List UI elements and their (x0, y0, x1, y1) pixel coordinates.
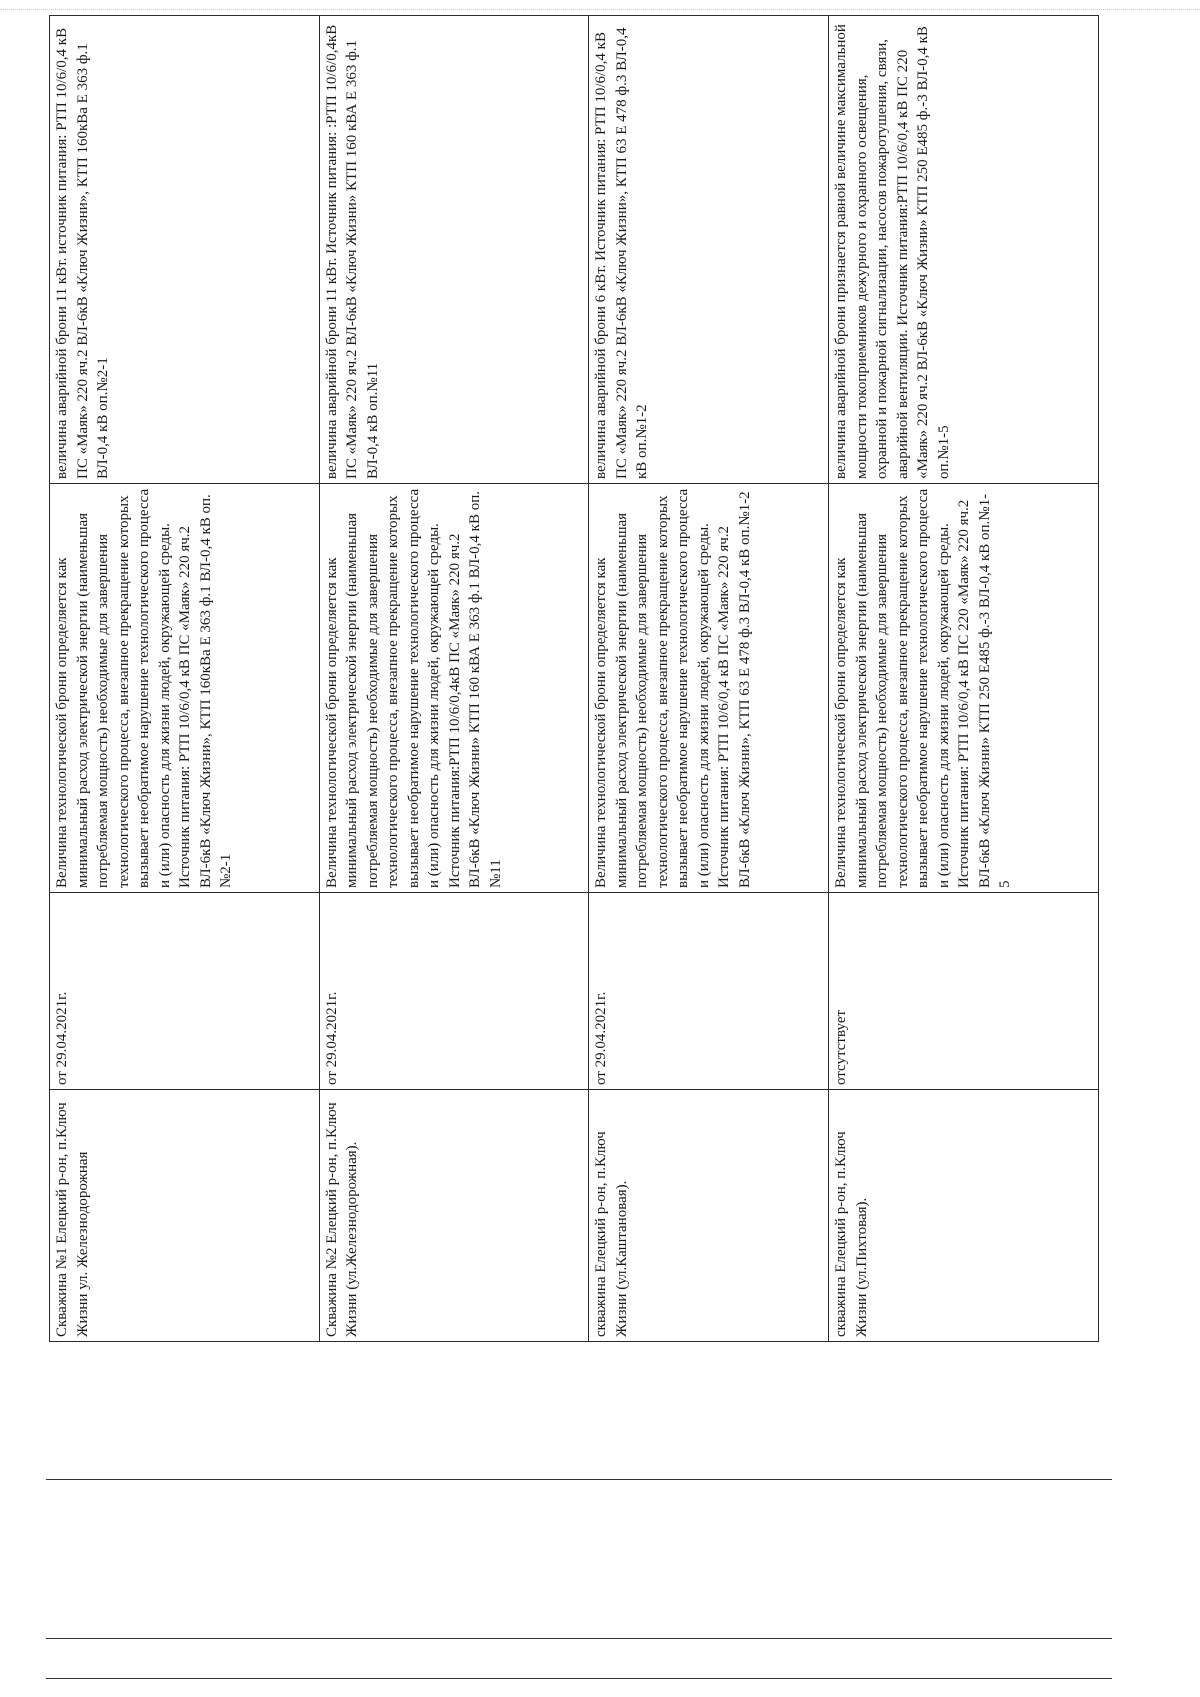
object-cell: скважина Елецкий р-он, п.Ключ Жизни (ул.Каштановая). (589, 1090, 829, 1342)
emergency-reserve-cell: величина аварийной брони признается равной величине максимальной мощности токоприемников дежурного и охранного освещения, охранной и пожарной сигнализации, насосов пожаротушения, связи, аварийной вентиляции. Источник питания:РТП 10/6/0,4 кВ ПС 220 «Маяк» 220 яч.2 ВЛ-6кВ «Ключ Жизни» КТП 250 Е485 ф.-3 ВЛ-0,4 кВ оп.№1-5 (829, 16, 1099, 484)
table-row (829, 16, 1099, 1342)
technological-reserve-cell: Величина технологической брони определяется как минимальный расход электрической энергии (наименьшая потребляемая мощность) необходимые для завершения технологического процесса, внезапное прекращение которых вызывает необратимое нарушение технологического процесса и (или) опасность для жизни людей, окружающей среды. Источник питания: РТП 10/6/0,4 кВ ПС 220 «Маяк» 220 яч.2 ВЛ-6кВ «Ключ Жизни» КТП 250 Е485 ф.-3 ВЛ-0,4 кВ оп.№1-5 (829, 484, 1099, 893)
table-row (50, 16, 320, 1342)
table-row (589, 16, 829, 1342)
act-date-cell: от 29.04.2021г. (50, 893, 320, 1090)
power-reserve-table (49, 15, 1099, 1342)
technological-reserve-cell: Величина технологической брони определяется как минимальный расход электрической энергии (наименьшая потребляемая мощность) необходимые для завершения технологического процесса, внезапное прекращение которых вызывает необратимое нарушение технологического процесса и (или) опасность для жизни людей, окружающей среды. Источник питания: РТП 10/6/0,4 кВ ПС «Маяк» 220 яч.2 ВЛ-6кВ «Ключ Жизни», КТП 63 Е 478 ф.3 ВЛ-0,4 кВ оп.№1-2 (589, 484, 829, 893)
technological-reserve-cell: Величина технологической брони определяется как минимальный расход электрической энергии (наименьшая потребляемая мощность) необходимые для завершения технологического процесса, внезапное прекращение которых вызывает необратимое нарушение технологического процесса и (или) опасность для жизни людей, окружающей среды. Источник питания: РТП 10/6/0,4 кВ ПС «Маяк» 220 яч.2 ВЛ-6кВ «Ключ Жизни», КТП 160кВа Е 363 ф.1 ВЛ-0,4 кВ оп.№2-1 (50, 484, 320, 893)
emergency-reserve-cell: величина аварийной брони 6 кВт. Источник питания: РТП 10/6/0,4 кВ ПС «Маяк» 220 яч.2 ВЛ-6кВ «Ключ Жизни», КТП 63 Е 478 ф.3 ВЛ-0,4 кВ оп.№1-2 (589, 16, 829, 484)
emergency-reserve-cell: величина аварийной брони 11 кВт. Источник питания: :РТП 10/6/0,4кВ ПС «Маяк» 220 яч.2 ВЛ-6кВ «Ключ Жизни» КТП 160 кВА Е 363 ф.1 ВЛ-0,4 кВ оп.№11 (319, 16, 589, 484)
table-row (319, 16, 589, 1342)
page-top-dotted-rule (0, 9, 1200, 10)
technological-reserve-cell: Величина технологической брони определяется как минимальный расход электрической энергии (наименьшая потребляемая мощность) необходимые для завершения технологического процесса, внезапное прекращение которых вызывает необратимое нарушение технологического процесса и (или) опасность для жизни людей, окружающей среды. Источник питания:РТП 10/6/0,4кВ ПС «Маяк» 220 яч.2 ВЛ-6кВ «Ключ Жизни» КТП 160 кВА Е 363 ф.1 ВЛ-0,4 кВ оп.№11 (319, 484, 589, 893)
horizontal-rule (46, 1479, 1112, 1480)
horizontal-rule (46, 1678, 1112, 1679)
emergency-reserve-cell: величина аварийной брони 11 кВт. источник питания: РТП 10/6/0,4 кВ ПС «Маяк» 220 яч.2 ВЛ-6кВ «Ключ Жизни», КТП 160кВа Е 363 ф.1 ВЛ-0,4 кВ оп.№2-1 (50, 16, 320, 484)
object-cell: скважина Елецкий р-он, п.Ключ Жизни (ул.Пихтовая). (829, 1090, 1099, 1342)
act-date-cell: от 29.04.2021г. (589, 893, 829, 1090)
rotated-table-container (49, 24, 1099, 1342)
act-date-cell: от 29.04.2021г. (319, 893, 589, 1090)
act-date-cell: отсутствует (829, 893, 1099, 1090)
horizontal-rule (46, 1638, 1112, 1639)
object-cell: Скважина №1 Елецкий р-он, п.Ключ Жизни ул. Железнодорожная (50, 1090, 320, 1342)
object-cell: Скважина №2 Елецкий р-он, п.Ключ Жизни (ул.Железнодорожная). (319, 1090, 589, 1342)
